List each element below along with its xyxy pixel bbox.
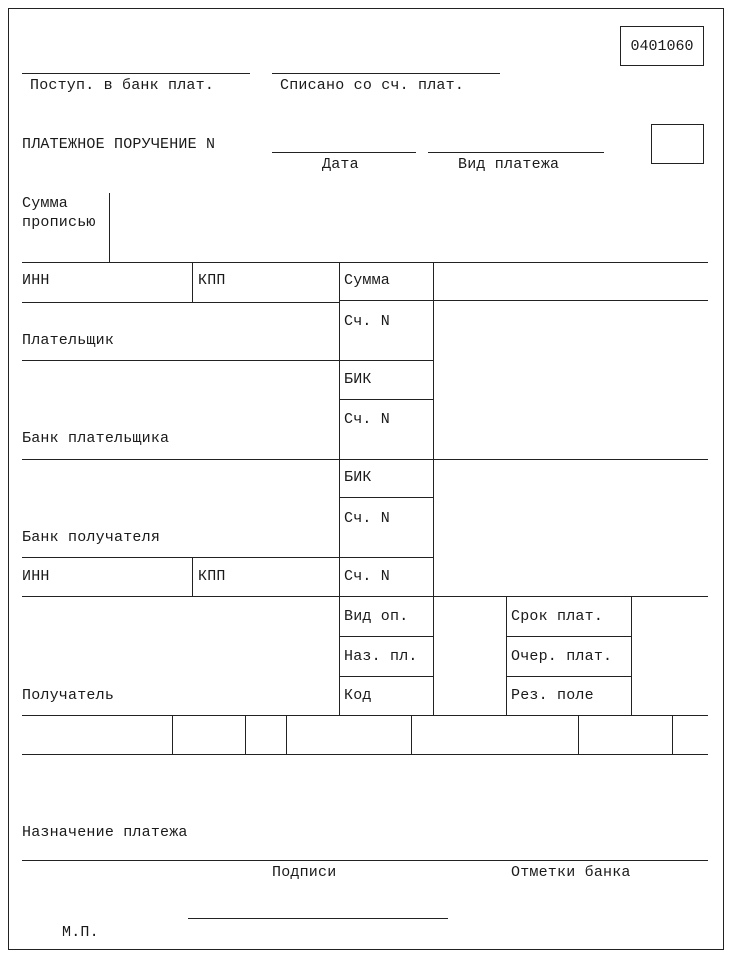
col-divider-433-top xyxy=(433,262,434,597)
amount-words-label: Сумма прописью xyxy=(22,195,96,231)
priority-label: Очер. плат. xyxy=(511,648,613,665)
line-497 xyxy=(339,497,433,498)
form-code: 0401060 xyxy=(630,37,694,55)
tax-divider-3 xyxy=(286,715,287,754)
payer-kpp-label: КПП xyxy=(198,272,226,289)
term-label: Срок плат. xyxy=(511,608,604,625)
recipient-kpp-label: КПП xyxy=(198,568,226,585)
signature-line[interactable] xyxy=(188,918,448,919)
payer-inn-label: ИНН xyxy=(22,272,50,289)
line-300-right xyxy=(339,300,708,301)
line-636-b xyxy=(506,636,631,637)
debited-date-line[interactable] xyxy=(272,73,500,74)
line-676-a xyxy=(339,676,433,677)
recipient-inn-label: ИНН xyxy=(22,568,50,585)
tax-divider-2 xyxy=(245,715,246,754)
status-code-box[interactable] xyxy=(651,124,704,164)
payment-type-field-line[interactable] xyxy=(428,152,604,153)
recipient-bank-account-label: Сч. N xyxy=(344,510,391,527)
received-date-line[interactable] xyxy=(22,73,250,74)
payer-account-label: Сч. N xyxy=(344,313,391,330)
tax-divider-1 xyxy=(172,715,173,754)
sum-label: Сумма xyxy=(344,272,391,289)
line-557 xyxy=(22,557,433,558)
tax-divider-6 xyxy=(672,715,673,754)
col-divider-631 xyxy=(631,596,632,715)
line-459 xyxy=(22,459,708,460)
purpose-label: Назначение платежа xyxy=(22,824,188,841)
payer-bank-name-label: Банк плательщика xyxy=(22,430,170,447)
recipient-bank-name-label: Банк получателя xyxy=(22,529,161,546)
debited-label: Списано со сч. плат. xyxy=(280,77,465,94)
line-715 xyxy=(22,715,708,716)
tax-divider-5 xyxy=(578,715,579,754)
reserve-label: Рез. поле xyxy=(511,687,594,704)
line-754 xyxy=(22,754,708,755)
op-type-label: Вид оп. xyxy=(344,608,409,625)
recipient-name-label: Получатель xyxy=(22,687,115,704)
line-262 xyxy=(22,262,708,263)
line-636-a xyxy=(339,636,433,637)
date-label: Дата xyxy=(322,156,359,173)
col-divider-433-bottom xyxy=(433,596,434,715)
amount-words-divider xyxy=(109,193,110,263)
date-field-line[interactable] xyxy=(272,152,416,153)
payer-inn-kpp-divider xyxy=(192,262,193,303)
page-title: ПЛАТЕЖНОЕ ПОРУЧЕНИЕ N xyxy=(22,136,216,153)
signatures-label: Подписи xyxy=(272,864,337,881)
payer-bank-bik-label: БИК xyxy=(344,371,372,388)
payer-name-label: Плательщик xyxy=(22,332,115,349)
form-code-box xyxy=(620,26,704,66)
code-label: Код xyxy=(344,687,372,704)
col-divider-506 xyxy=(506,596,507,715)
line-302-left xyxy=(22,302,339,303)
recipient-account-label: Сч. N xyxy=(344,568,391,585)
recipient-inn-kpp-divider xyxy=(192,557,193,596)
bank-marks-label: Отметки банка xyxy=(511,864,631,881)
line-596 xyxy=(22,596,708,597)
line-676-b xyxy=(506,676,631,677)
stamp-label: М.П. xyxy=(62,924,99,941)
recipient-bank-bik-label: БИК xyxy=(344,469,372,486)
line-360 xyxy=(22,360,433,361)
received-label: Поступ. в банк плат. xyxy=(30,77,215,94)
line-860 xyxy=(22,860,708,861)
line-399 xyxy=(339,399,433,400)
payer-bank-account-label: Сч. N xyxy=(344,411,391,428)
purpose-code-label: Наз. пл. xyxy=(344,648,418,665)
tax-divider-4 xyxy=(411,715,412,754)
payment-type-label: Вид платежа xyxy=(458,156,560,173)
col-divider-339 xyxy=(339,262,340,715)
